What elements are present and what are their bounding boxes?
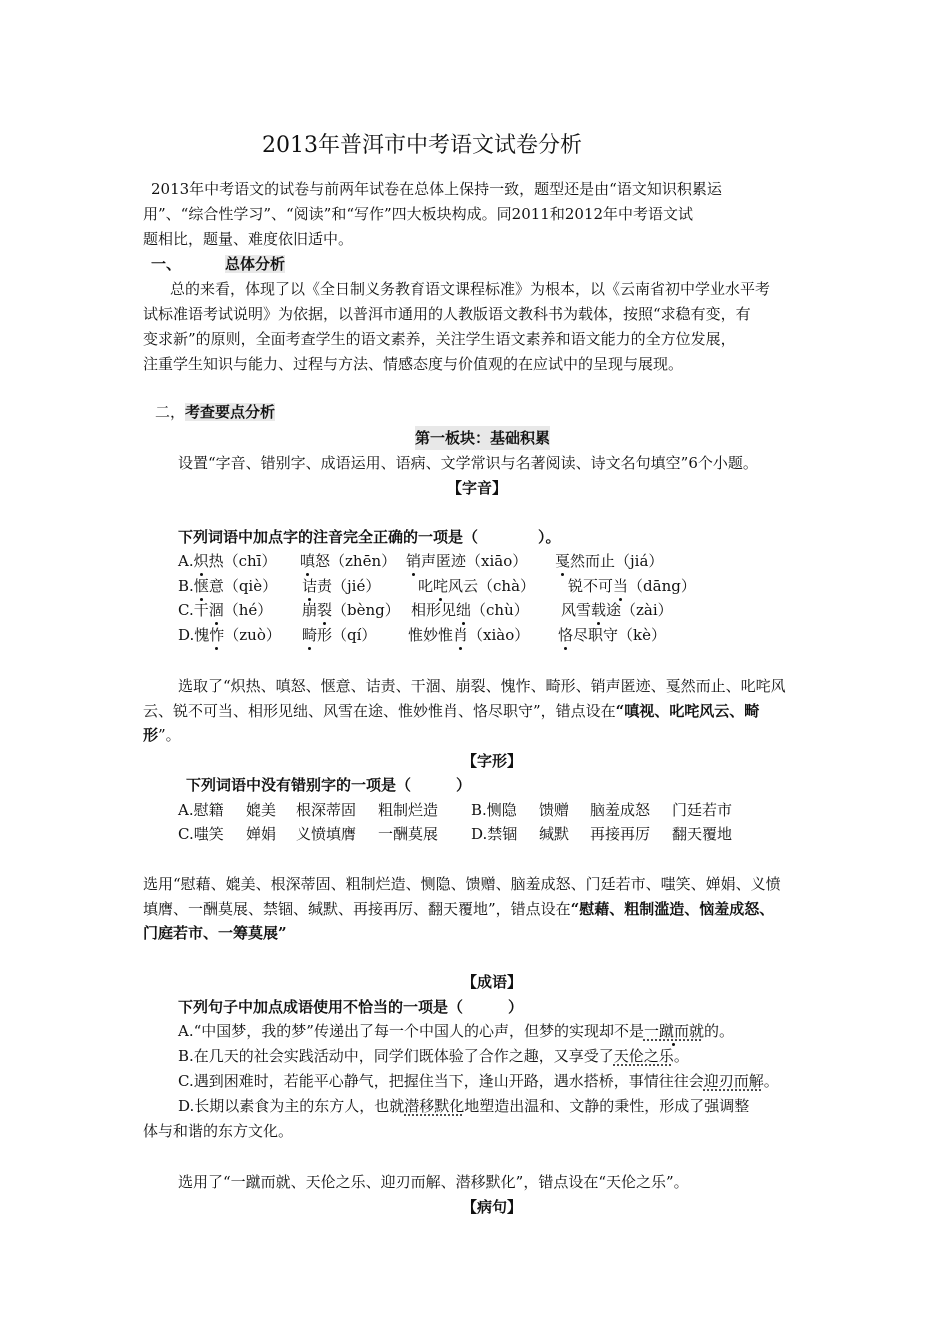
overview-line: 变求新”的原则，全面考查学生的语文素养，关注学生语文素养和语文能力的全方位发展， — [143, 330, 736, 348]
section-number: 二， — [155, 403, 186, 421]
option-cell: 翻天覆地 — [672, 825, 733, 843]
option-cell: 义愤填膺 — [296, 825, 357, 843]
question-text: 下列句子中加点成语使用不恰当的一项是（ ） — [178, 998, 524, 1016]
overview-line: 试标准语考试说明》为依据，以普洱市通用的人教版语文教科书为载体，按照“求稳有变，有 — [143, 305, 751, 323]
option-line — [178, 1094, 749, 1118]
section-heading-overview — [151, 252, 285, 276]
analysis-text: 填膺、一酬莫展、禁锢、缄默、再接再厉、翻天覆地”，错点设在 — [143, 900, 571, 918]
option-cell: B.惬意（qiè） — [178, 574, 277, 598]
option-cell: B.恻隐 — [471, 801, 517, 819]
option-cell: 一酬莫展 — [378, 825, 439, 843]
option-text: 。 — [673, 1047, 689, 1065]
analysis-line — [143, 699, 759, 723]
section-heading-keypoints — [155, 400, 275, 424]
dotted-idiom: 天伦之乐 — [613, 1047, 674, 1065]
subsection-heading-sentence-errors: 【病句】 — [462, 1198, 523, 1216]
option-text: 的。 — [703, 1022, 734, 1040]
analysis-emphasis: “嗔视、叱咤风云、畸 — [615, 702, 760, 720]
option-cell: 叱咤风云（chà） — [418, 574, 535, 598]
option-text: B.在几天的社会实践活动中，同学们既体验了合作之趣，又享受了 — [178, 1047, 614, 1065]
option-cell: 嗔怒（zhēn） — [300, 549, 396, 573]
option-cell: 崩裂（bèng） — [302, 598, 400, 622]
analysis-line: 选取了“炽热、嗔怒、惬意、诘责、干涸、崩裂、愧怍、畸形、销声匿迹、戛然而止、叱咤风 — [178, 677, 786, 695]
option-cell: 锐不可当（dāng） — [568, 574, 696, 598]
block-heading: 第一板块：基础积累 — [415, 426, 550, 450]
option-cell: 相形见绌（chù） — [411, 598, 529, 622]
option-cell: 根深蒂固 — [296, 801, 357, 819]
dotted-idiom: 潜移默化 — [404, 1097, 465, 1115]
option-cell: 戛然而止（jiá） — [555, 549, 663, 573]
option-cell: D.愧怍（zuò） — [178, 623, 281, 647]
intro-line: 2013年中考语文的试卷与前两年试卷在总体上保持一致，题型还是由“语文知识积累运 — [151, 180, 722, 198]
analysis-emphasis: 门庭若市、一筹莫展” — [143, 924, 287, 942]
analysis-text: 云、锐不可当、相形见绌、风雪在途、惟妙惟肖、恪尽职守”，错点设在 — [143, 702, 616, 720]
dotted-idiom: 迎刃而解 — [703, 1072, 764, 1090]
option-cell: 粗制烂造 — [378, 801, 439, 819]
intro-line: 用”、“综合性学习”、“阅读”和“写作”四大板块构成。同2011和2012年中考语文试 — [143, 205, 694, 223]
overview-line: 注重学生知识与能力、过程与方法、情感态度与价值观的在应试中的呈现与展现。 — [143, 355, 684, 373]
block-description: 设置“字音、错别字、成语运用、语病、文学常识与名著阅读、诗文名句填空”6个小题。 — [178, 454, 758, 472]
option-cell: D.禁锢 — [471, 825, 518, 843]
overview-line: 总的来看，体现了以《全日制义务教育语文课程标准》为根本，以《云南省初中学业水平考 — [170, 280, 771, 298]
option-cell: 畸形（qí） — [302, 623, 376, 647]
option-cell: 馈赠 — [539, 801, 570, 819]
option-cell: A.慰籍 — [178, 801, 224, 819]
subsection-heading-pronunciation: 【字音】 — [447, 479, 508, 497]
option-cell: 媲美 — [246, 801, 277, 819]
intro-line: 题相比，题量、难度依旧适中。 — [143, 230, 354, 248]
option-cell: 销声匿迹（xiāo） — [406, 549, 527, 573]
option-cell: 诘责（jié） — [302, 574, 380, 598]
analysis-text: ”。 — [158, 726, 181, 744]
subsection-heading-glyph: 【字形】 — [462, 752, 523, 770]
option-text: C.遇到困难时，若能平心静气，把握住当下，逢山开路，遇水搭桥，事情往往会 — [178, 1072, 704, 1090]
section-title: 考查要点分析 — [185, 403, 276, 421]
option-text: A.“中国梦，我的梦”传递出了每一个中国人的心声，但梦的实现却不是 — [178, 1022, 644, 1040]
section-number: 一、 — [151, 255, 182, 273]
option-line: 体与和谐的东方文化。 — [143, 1122, 294, 1140]
analysis-line — [143, 723, 181, 747]
idiom-analysis: 选用了“一蹴而就、天伦之乐、迎刃而解、潜移默化”，错点设在“天伦之乐”。 — [178, 1173, 689, 1191]
analysis-emphasis: “慰藉、粗制滥造、恼羞成怒、 — [570, 900, 775, 918]
option-line — [178, 1044, 689, 1068]
section-title: 总体分析 — [225, 255, 286, 273]
option-cell: 脑羞成怒 — [590, 801, 651, 819]
question-text: 下列词语中没有错别字的一项是（ ） — [186, 776, 472, 794]
option-line — [178, 1019, 734, 1043]
question-text: 下列词语中加点字的注音完全正确的一项是（ ）。 — [178, 528, 561, 546]
analysis-line — [143, 897, 774, 921]
option-cell: 恪尽职守（kè） — [558, 623, 666, 647]
option-text: 。 — [763, 1072, 779, 1090]
option-text: 地塑造出温和、文静的秉性，形成了强调整 — [464, 1097, 750, 1115]
dotted-idiom: 一蹴而就 — [644, 1019, 704, 1043]
option-line — [178, 1069, 779, 1093]
option-text: D.长期以素食为主的东方人，也就 — [178, 1097, 405, 1115]
option-cell: C.嗤笑 — [178, 825, 224, 843]
analysis-emphasis: 形 — [143, 726, 159, 744]
option-cell: A.炽热（chī） — [178, 549, 276, 573]
option-cell: 惟妙惟肖（xiào） — [408, 623, 529, 647]
option-cell: C.干涸（hé） — [178, 598, 272, 622]
option-cell: 再接再厉 — [590, 825, 651, 843]
option-cell: 婵娟 — [246, 825, 277, 843]
option-cell: 门廷若市 — [672, 801, 733, 819]
analysis-line: 选用“慰藉、媲美、根深蒂固、粗制烂造、恻隐、馈赠、脑羞成怒、门廷若市、嗤笑、婵娟、义愤 — [143, 875, 781, 893]
subsection-heading-idiom: 【成语】 — [462, 973, 523, 991]
option-cell: 缄默 — [539, 825, 570, 843]
page-title: 2013年普洱市中考语文试卷分析 — [262, 133, 582, 158]
option-cell: 风雪载途（zài） — [561, 598, 673, 622]
